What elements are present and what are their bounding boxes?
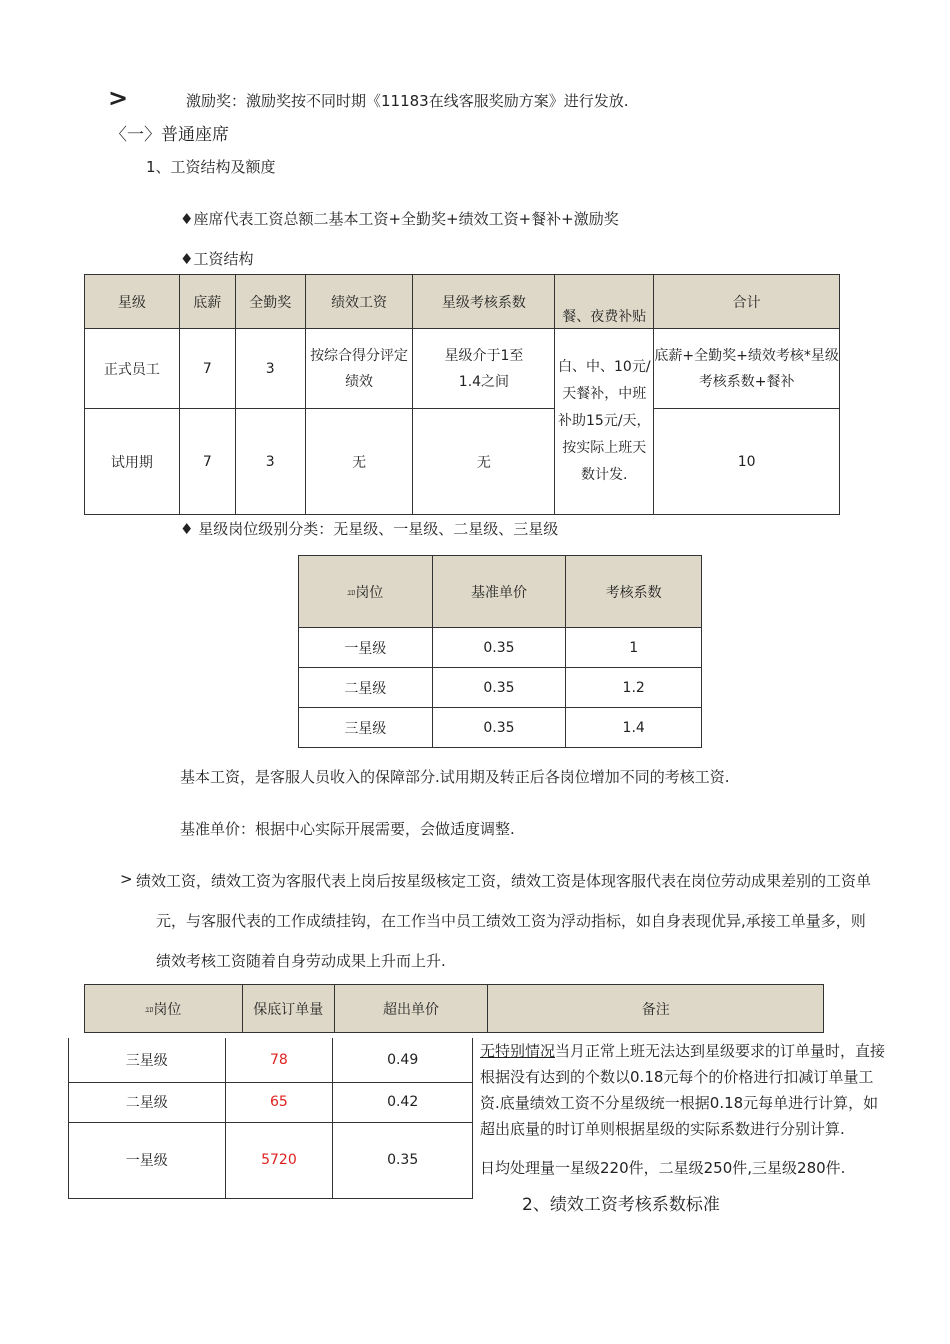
cell-extra-price: 0.42 — [333, 1082, 473, 1122]
salary-structure-table — [84, 274, 840, 515]
header-meal: 餐、夜费补贴 — [555, 275, 654, 329]
subsection-title-1: 1、工资结构及额度 — [146, 158, 276, 176]
cell-level: 一星级 — [69, 1122, 226, 1198]
header-remarks: 备注 — [488, 985, 824, 1033]
cell-coefficient: 星级介于1至1.4之间 — [413, 329, 555, 409]
table-row — [69, 1082, 473, 1122]
cell-min-orders: 65 — [225, 1082, 333, 1122]
perf-line-2: 元，与客服代表的工作成绩挂钩，在工作当中员工绩效工资为浮动指标，如自身表现优异,承接工单量多，则 — [156, 912, 866, 930]
order-table-header — [84, 984, 824, 1033]
table-row — [69, 1122, 473, 1198]
perf-line-3: 绩效考核工资随着自身劳动成果上升而上升. — [156, 952, 446, 970]
header-base-price: 基准单价 — [432, 556, 566, 628]
cell-star: 正式员工 — [85, 329, 180, 409]
cell-extra-price: 0.35 — [333, 1122, 473, 1198]
star-classification: ♦ 星级岗位级别分类：无星级、一星级、二星级、三星级 — [180, 520, 559, 538]
basic-salary-text: 基本工资，是客服人员收入的保障部分.试用期及转正后各岗位增加不同的考核工资. — [180, 768, 730, 786]
cell-attendance: 3 — [235, 409, 305, 515]
header-total: 合计 — [654, 275, 840, 329]
cell-min-orders: 78 — [225, 1038, 333, 1082]
header-min-orders: 保底订单量 — [242, 985, 334, 1033]
arrow-icon: > — [120, 870, 133, 888]
header-mark: ﾕﾛ — [347, 588, 356, 597]
table-row — [85, 329, 840, 409]
cell-min-orders: 5720 — [225, 1122, 333, 1198]
perf-line-1: 绩效工资，绩效工资为客服代表上岗后按星级核定工资，绩效工资是体现客服代表在岗位劳动成果差别的工资单 — [136, 872, 872, 890]
table-row — [299, 628, 702, 668]
cell-attendance: 3 — [235, 329, 305, 409]
cell-coef: 1 — [566, 628, 702, 668]
cell-performance: 按综合得分评定绩效 — [305, 329, 413, 409]
cell-base: 7 — [179, 329, 235, 409]
salary-structure-label: ♦工资结构 — [180, 250, 254, 268]
header-position: ﾕﾛ岗位 — [299, 556, 433, 628]
cell-price: 0.35 — [432, 708, 566, 748]
daily-volume: 日均处理量一星级220件，二星级250件,三星级280件. — [480, 1159, 846, 1177]
table-row — [299, 668, 702, 708]
cell-level: 一星级 — [299, 628, 433, 668]
arrow-icon: > — [108, 84, 129, 112]
section-title: 〈一〉普通座席 — [110, 125, 229, 145]
header-star: 星级 — [85, 275, 180, 329]
cell-price: 0.35 — [432, 628, 566, 668]
cell-level: 二星级 — [299, 668, 433, 708]
cell-meal-allowance: 白、中、10元/天餐补，中班补助15元/天，按实际上班天数计发. — [555, 329, 654, 515]
header-extra-price: 超出单价 — [334, 985, 488, 1033]
incentive-line: 激励奖：激励奖按不同时期《11183在线客服奖励方案》进行发放. — [186, 92, 629, 110]
cell-coef: 1.4 — [566, 708, 702, 748]
salary-formula: ♦座席代表工资总额二基本工资+全勤奖+绩效工资+餐补+激励奖 — [180, 210, 619, 228]
table-row — [299, 708, 702, 748]
cell-coef: 1.2 — [566, 668, 702, 708]
cell-extra-price: 0.49 — [333, 1038, 473, 1082]
remarks-underline: 无特别情况 — [480, 1042, 556, 1060]
remarks-text: 无特别情况当月正常上班无法达到星级要求的订单量时，直接 根据没有达到的个数以0.18元每个的价格进行扣减订单量工 资.底量绩效工资不分星级统一根据0.18元每单进行计算，如 超出底量的时订单则根据星级的实际系数进行分别计算. — [480, 1042, 886, 1138]
header-attendance: 全勤奖 — [235, 275, 305, 329]
header-position: ﾕﾛ岗位 — [85, 985, 243, 1033]
cell-level: 二星级 — [69, 1082, 226, 1122]
order-table-body — [68, 1038, 473, 1199]
cell-star: 试用期 — [85, 409, 180, 515]
cell-coefficient: 无 — [413, 409, 555, 515]
cell-level: 三星级 — [69, 1038, 226, 1082]
cell-level: 三星级 — [299, 708, 433, 748]
cell-price: 0.35 — [432, 668, 566, 708]
base-price-text: 基准单价：根据中心实际开展需要，会做适度调整. — [180, 820, 515, 838]
cell-total: 底薪+全勤奖+绩效考核*星级考核系数+餐补 — [654, 329, 840, 409]
cell-total: 10 — [654, 409, 840, 515]
header-performance: 绩效工资 — [305, 275, 413, 329]
subsection-title-2: 2、绩效工资考核系数标准 — [522, 1195, 720, 1215]
cell-base: 7 — [179, 409, 235, 515]
header-coefficient: 考核系数 — [566, 556, 702, 628]
star-level-table — [298, 555, 702, 748]
table-row — [85, 409, 840, 515]
cell-performance: 无 — [305, 409, 413, 515]
header-mark: ﾕﾛ — [145, 1005, 154, 1014]
header-base: 底薪 — [179, 275, 235, 329]
table-row — [69, 1038, 473, 1082]
header-coefficient: 星级考核系数 — [413, 275, 555, 329]
